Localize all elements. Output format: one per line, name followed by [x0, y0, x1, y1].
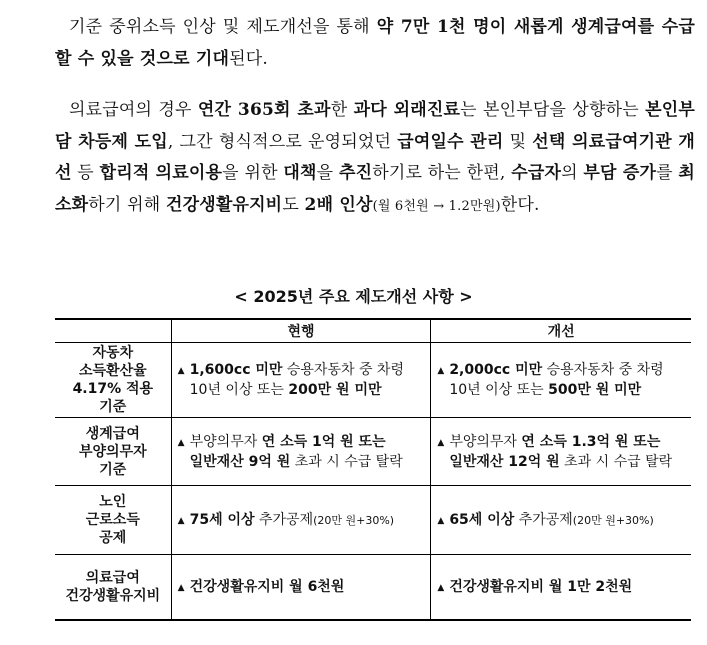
cell-text: 승용자동차 중 차령	[282, 362, 404, 378]
cell-text: 부양의무자	[189, 433, 262, 450]
triangle-bullet-icon: ▲	[177, 515, 185, 526]
p2-b7: 대책	[283, 163, 317, 183]
row-category	[55, 486, 171, 555]
cell-text: 10년 이상 또는	[449, 382, 549, 398]
p2-t6: 등	[71, 163, 100, 183]
cell-text: 추가공제	[254, 511, 314, 528]
p2-small-note: (월 6천원 → 1.2만원)	[372, 198, 501, 214]
cell-bold: 75세 이상	[189, 511, 255, 528]
header-category	[55, 319, 171, 343]
p2-t5: 및	[503, 131, 533, 152]
table-header-row	[55, 319, 691, 343]
row-category	[55, 418, 171, 486]
improved-cell	[431, 486, 691, 555]
current-cell	[171, 555, 431, 621]
p1-bold-1: 약 7만 1천 명이 새롭게 생계급여를 수급할 수 있을 것으로 기대	[55, 17, 695, 69]
cell-text: 초과 시 수급 탈락	[290, 453, 403, 470]
p2-t11: 를	[656, 163, 679, 183]
p2-t2: 한	[330, 100, 354, 120]
p2-b5: 선택 의료급여기관 개선	[55, 131, 696, 183]
policy-table	[55, 318, 691, 621]
table-row	[55, 555, 691, 621]
category-line: 기준	[99, 399, 127, 415]
header-improved: 개선	[431, 319, 691, 343]
cell-bold: 2,000cc 미만	[449, 362, 543, 378]
improved-cell	[431, 555, 691, 621]
category-line: 부양의무자	[79, 443, 147, 460]
triangle-bullet-icon: ▲	[437, 366, 445, 376]
table-row	[55, 418, 691, 486]
cell-bold: 연 소득 1.3억 원 또는	[521, 433, 661, 450]
p2-t7: 을 위한	[222, 163, 284, 183]
p2-b10: 부담 증가	[583, 163, 657, 183]
p2-t9: 하기로 하는 한편,	[372, 163, 512, 183]
category-line: 근로소득	[85, 512, 140, 528]
p2-t14: 한다.	[500, 194, 540, 215]
p2-t13: 도	[282, 194, 305, 215]
triangle-bullet-icon: ▲	[177, 366, 185, 376]
cell-bold: 건강생활유지비 월 6천원	[189, 578, 345, 595]
p2-t12: 하기 위해	[88, 194, 166, 215]
cell-bold: 500만 원 미만	[548, 382, 642, 398]
cell-small: (20만 원+30%)	[572, 513, 654, 527]
cell-bold: 1,600cc 미만	[189, 362, 283, 378]
cell-small: (20만 원+30%)	[313, 513, 395, 527]
table-title: < 2025년 주요 제도개선 사항 >	[234, 287, 473, 306]
category-line: 건강생활유지비	[65, 588, 161, 604]
triangle-bullet-icon: ▲	[437, 582, 445, 593]
p2-t3: 는 본인부담을 상향하는	[460, 100, 646, 120]
category-line: 생계급여	[85, 425, 140, 442]
row-category	[55, 343, 171, 418]
category-line: 기준	[99, 461, 127, 478]
category-line: 소득환산율	[79, 363, 147, 379]
p2-b2: 과다 외래진료	[353, 100, 461, 120]
p2-b1: 연간 365회 초과	[197, 100, 331, 120]
current-cell	[171, 486, 431, 555]
table-row	[55, 343, 691, 418]
p2-b3: 본인부담 차등제 도입	[55, 100, 696, 152]
p2-b6: 합리적 의료이용	[99, 163, 223, 183]
cell-bold: 일반재산 9억 원	[189, 453, 291, 470]
paragraph-1	[55, 12, 695, 75]
paragraph-2	[55, 95, 695, 222]
triangle-bullet-icon: ▲	[437, 515, 445, 526]
p2-b9: 수급자	[511, 163, 562, 183]
cell-text: 부양의무자	[449, 433, 522, 450]
category-line: 4.17% 적용	[72, 381, 154, 397]
row-category	[55, 555, 171, 621]
triangle-bullet-icon: ▲	[177, 582, 185, 593]
p2-t4: , 그간 형식적으로 운영되었던	[167, 131, 398, 152]
table-row	[55, 486, 691, 555]
cell-bold: 200만 원 미만	[288, 382, 382, 398]
category-line: 의료급여	[85, 570, 140, 586]
p2-t8: 을	[316, 163, 339, 183]
p2-b12: 건강생활유지비	[165, 194, 283, 215]
cell-text: 승용자동차 중 차령	[542, 362, 664, 378]
cell-text: 추가공제	[514, 511, 573, 528]
header-current: 현행	[171, 319, 431, 343]
category-line: 자동차	[92, 345, 134, 361]
current-cell	[171, 343, 431, 418]
cell-bold: 일반재산 12억 원	[449, 453, 560, 470]
p2-b13: 2배 인상	[304, 194, 373, 215]
current-cell	[171, 418, 431, 486]
improved-cell	[431, 418, 691, 486]
p2-b8: 추진	[338, 163, 373, 183]
cell-bold: 건강생활유지비 월 1만 2천원	[449, 578, 633, 595]
cell-bold: 연 소득 1억 원 또는	[261, 433, 386, 450]
p2-t1: 의료급여의 경우	[69, 100, 198, 120]
p2-b11: 최소화	[55, 163, 696, 215]
triangle-bullet-icon: ▲	[177, 437, 185, 448]
cell-text: 10년 이상 또는	[189, 382, 289, 398]
p1-text-1: 기준 중위소득 인상 및 제도개선을 통해	[69, 17, 377, 37]
p2-t10: 의	[561, 163, 584, 183]
p2-b4: 급여일수 관리	[397, 131, 504, 152]
triangle-bullet-icon: ▲	[437, 437, 445, 448]
p1-text-2: 된다.	[229, 48, 268, 69]
category-line: 노인	[99, 494, 127, 510]
improved-cell	[431, 343, 691, 418]
cell-text: 초과 시 수급 탈락	[559, 453, 673, 470]
cell-bold: 65세 이상	[449, 511, 515, 528]
category-line: 공제	[99, 530, 127, 546]
